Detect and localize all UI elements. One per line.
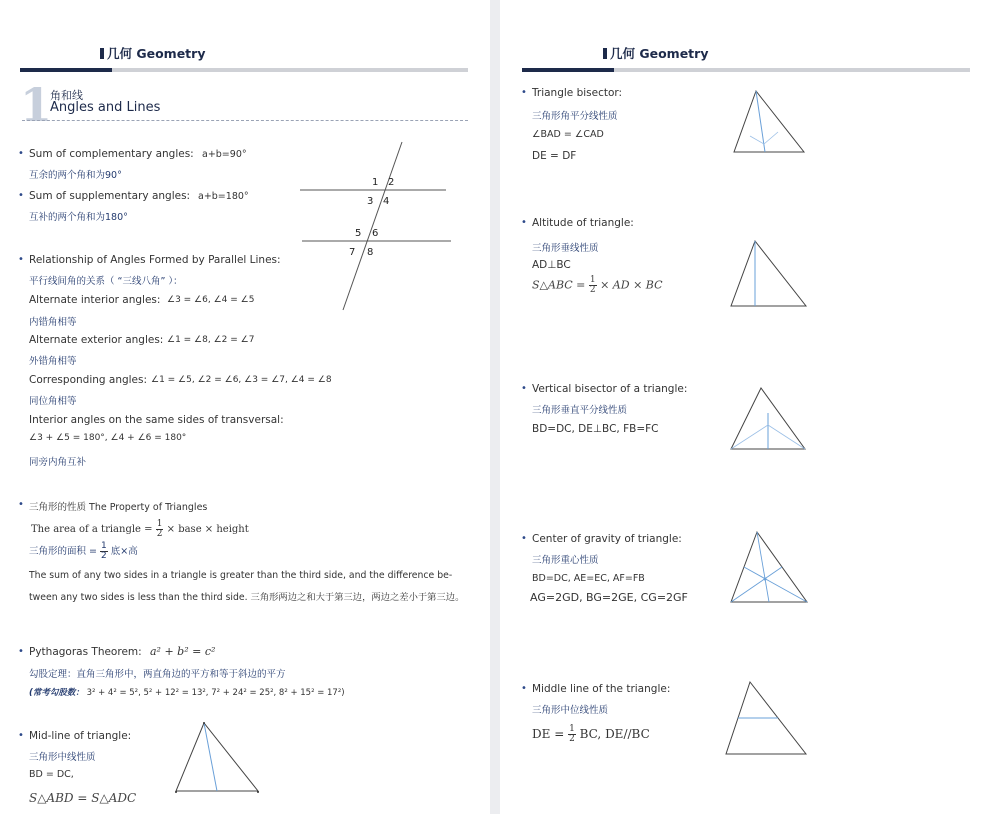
- corresponding-label: Corresponding angles:: [29, 374, 148, 386]
- middle-line-formula: [532, 725, 650, 744]
- middle-line-suffix: BC, DE//BC: [579, 727, 650, 741]
- bullet: •: [18, 646, 24, 657]
- section-title-en: Angles and Lines: [50, 100, 161, 115]
- perpendicular-df: [764, 132, 778, 144]
- gravity-label: Center of gravity of triangle:: [532, 533, 682, 545]
- pythagoras-common: [29, 686, 345, 698]
- vertex-a: [203, 722, 205, 724]
- area-en-prefix: The area of a triangle =: [31, 524, 153, 535]
- bullet: •: [521, 533, 527, 544]
- triangle-outline: [734, 91, 804, 152]
- fraction-one-half: [156, 520, 164, 539]
- altitude-area-suffix: × AD × BC: [600, 278, 663, 292]
- gravity-formula-1: BD=DC, AE=EC, AF=FB: [532, 573, 645, 584]
- fraction-numerator: 1: [569, 724, 575, 734]
- angle-label-8: 8: [367, 247, 374, 258]
- median-ad: [757, 532, 769, 602]
- vertical-bisector-formula: BD=DC, DE⊥BC, FB=FC: [532, 423, 659, 435]
- vertex-c: [257, 791, 259, 793]
- corresponding-formula: ∠1 = ∠5, ∠2 = ∠6, ∠3 = ∠7, ∠4 = ∠8: [151, 375, 332, 385]
- pythagoras-zh: 勾股定理：直角三角形中，两直角边的平方和等于斜边的平方: [29, 669, 286, 680]
- pythagoras-label: Pythagoras Theorem:: [29, 646, 142, 658]
- bisector-formula-2: DE = DF: [532, 150, 577, 162]
- angle-label-1: 1: [372, 177, 379, 188]
- midline-zh: 三角形中线性质: [29, 752, 96, 763]
- area-zh-prefix: 三角形的面积 =: [29, 546, 97, 557]
- bullet: •: [521, 383, 527, 394]
- area-formula-zh: [29, 542, 138, 561]
- area-zh-suffix: 底×高: [110, 546, 138, 557]
- fraction-numerator: 1: [156, 519, 163, 529]
- midline-formula-1: BD = DC,: [29, 769, 74, 780]
- centroid-point: [764, 578, 767, 581]
- vertical-bisector-zh: 三角形垂直平分线性质: [532, 405, 628, 416]
- fraction-numerator: 1: [101, 541, 107, 551]
- perpendicular-de: [750, 136, 764, 144]
- bullet: •: [521, 87, 527, 98]
- header-rule: [20, 68, 468, 72]
- header-text: 几何 Geometry: [107, 46, 206, 61]
- page-header: [100, 44, 205, 62]
- supplementary-zh: 互补的两个角和为180°: [29, 212, 128, 223]
- supplementary-label: Sum of supplementary angles:: [29, 190, 191, 202]
- middle-line-label: Middle line of the triangle:: [532, 683, 671, 695]
- left-page: [0, 0, 490, 814]
- header-text: 几何 Geometry: [610, 46, 709, 61]
- median-line: [204, 723, 217, 791]
- midline-triangle-diagram: [168, 718, 264, 798]
- triangle-outline: [731, 532, 807, 602]
- fraction-numerator: 1: [589, 275, 596, 285]
- vertex-b: [175, 791, 177, 793]
- complementary-label: Sum of complementary angles:: [29, 148, 194, 160]
- gravity-formula-2: AG=2GD, BG=2GE, CG=2GF: [530, 591, 688, 604]
- fraction-denominator: 2: [589, 285, 596, 295]
- bisector-triangle-diagram: [728, 86, 810, 158]
- section-divider: [22, 120, 468, 121]
- median-cf: [744, 567, 807, 602]
- triangle-outline: [731, 241, 806, 306]
- vertical-bisector-label: Vertical bisector of a triangle:: [532, 383, 688, 395]
- angle-label-7: 7: [349, 247, 356, 258]
- page-header: [603, 44, 708, 62]
- header-marker: [603, 48, 607, 59]
- middle-line-zh: 三角形中位线性质: [532, 705, 609, 716]
- parallel-lines-diagram: [296, 140, 456, 315]
- bullet: •: [18, 254, 24, 265]
- gravity-triangle-diagram: [725, 527, 813, 609]
- alt-exterior-formula: ∠1 = ∠8, ∠2 = ∠7: [167, 335, 255, 345]
- bullet: •: [521, 683, 527, 694]
- same-side-label: Interior angles on the same sides of transversal:: [29, 414, 284, 426]
- supplementary-formula: a+b=180°: [198, 191, 249, 202]
- bullet: •: [18, 499, 24, 510]
- right-page: [500, 0, 988, 814]
- pythagoras-common-values: 3² + 4² = 5², 5² + 12² = 13², 7² + 24² = 25², 8² + 15² = 17²): [86, 688, 345, 698]
- altitude-formula-1: AD⊥BC: [532, 259, 571, 271]
- altitude-area-prefix: S△ABC =: [532, 278, 586, 292]
- parallel-zh: 平行线间角的关系（ “三线八角” ）：: [29, 276, 183, 287]
- fraction-one-half: [100, 542, 108, 561]
- midline-label: Mid-line of triangle:: [29, 730, 132, 742]
- alt-exterior-zh: 外错角相等: [29, 356, 77, 367]
- gravity-zh: 三角形重心性质: [532, 555, 599, 566]
- same-side-zh: 同旁内角互补: [29, 457, 87, 468]
- complementary-zh: 互余的两个角和为90°: [29, 170, 122, 181]
- altitude-formula-2: [532, 276, 662, 295]
- vertical-bisector-triangle-diagram: [725, 383, 811, 459]
- fraction-denominator: 2: [101, 551, 107, 561]
- area-formula-en: [31, 520, 249, 539]
- section-number: 1: [20, 78, 53, 132]
- middle-line-triangle-diagram: [720, 676, 812, 760]
- pythagoras-common-label: (常考勾股数：: [29, 688, 84, 698]
- bisector-label: Triangle bisector:: [532, 87, 623, 99]
- triangle-outline: [176, 723, 258, 791]
- sides-text-line2: tween any two sides is less than the third side. 三角形两边之和大于第三边，两边之差小于第三边。: [29, 592, 465, 603]
- angle-label-4: 4: [383, 196, 390, 207]
- altitude-label: Altitude of triangle:: [532, 217, 634, 229]
- header-rule-accent: [20, 68, 112, 72]
- fraction-denominator: 2: [569, 734, 575, 744]
- same-side-formula: ∠3 + ∠5 = 180°, ∠4 + ∠6 = 180°: [29, 433, 187, 443]
- bisector-zh: 三角形角平分线性质: [532, 111, 618, 122]
- bullet: •: [18, 148, 24, 159]
- alt-interior-label: Alternate interior angles:: [29, 294, 161, 306]
- header-marker: [100, 48, 104, 59]
- angle-label-2: 2: [388, 177, 395, 188]
- fraction-denominator: 2: [156, 529, 163, 539]
- triangle-property-title: 三角形的性质 The Property of Triangles: [29, 502, 208, 513]
- parallel-label: Relationship of Angles Formed by Parallel Lines:: [29, 254, 281, 266]
- bisector-formula-1: ∠BAD = ∠CAD: [532, 129, 604, 140]
- midline-formula-2: S△ABD = S△ADC: [29, 791, 137, 805]
- altitude-triangle-diagram: [725, 236, 811, 312]
- bullet: •: [18, 190, 24, 201]
- sides-text-line1: The sum of any two sides in a triangle is greater than the third side, and the difference be-: [29, 570, 453, 581]
- altitude-zh: 三角形垂线性质: [532, 243, 599, 254]
- alt-interior-formula: ∠3 = ∠6, ∠4 = ∠5: [167, 295, 255, 305]
- median-be: [731, 567, 782, 602]
- angle-label-5: 5: [355, 228, 362, 239]
- complementary-formula: a+b=90°: [202, 149, 247, 160]
- alt-exterior-label: Alternate exterior angles:: [29, 334, 164, 346]
- alt-interior-zh: 内错角相等: [29, 317, 77, 328]
- transversal-line: [343, 142, 402, 310]
- bullet: •: [521, 217, 527, 228]
- corresponding-zh: 同位角相等: [29, 396, 77, 407]
- middle-line-prefix: DE =: [532, 727, 565, 741]
- bullet: •: [18, 730, 24, 741]
- section-title-zh: 角和线: [50, 89, 83, 102]
- header-rule-accent: [522, 68, 614, 72]
- fraction-one-half: [589, 276, 597, 295]
- header-rule: [522, 68, 970, 72]
- fraction-one-half: [568, 725, 576, 744]
- segment-fc: [768, 425, 805, 449]
- pythagoras-formula: a² + b² = c²: [150, 645, 216, 658]
- angle-label-6: 6: [372, 228, 379, 239]
- area-en-suffix: × base × height: [166, 524, 249, 535]
- angle-label-3: 3: [367, 196, 374, 207]
